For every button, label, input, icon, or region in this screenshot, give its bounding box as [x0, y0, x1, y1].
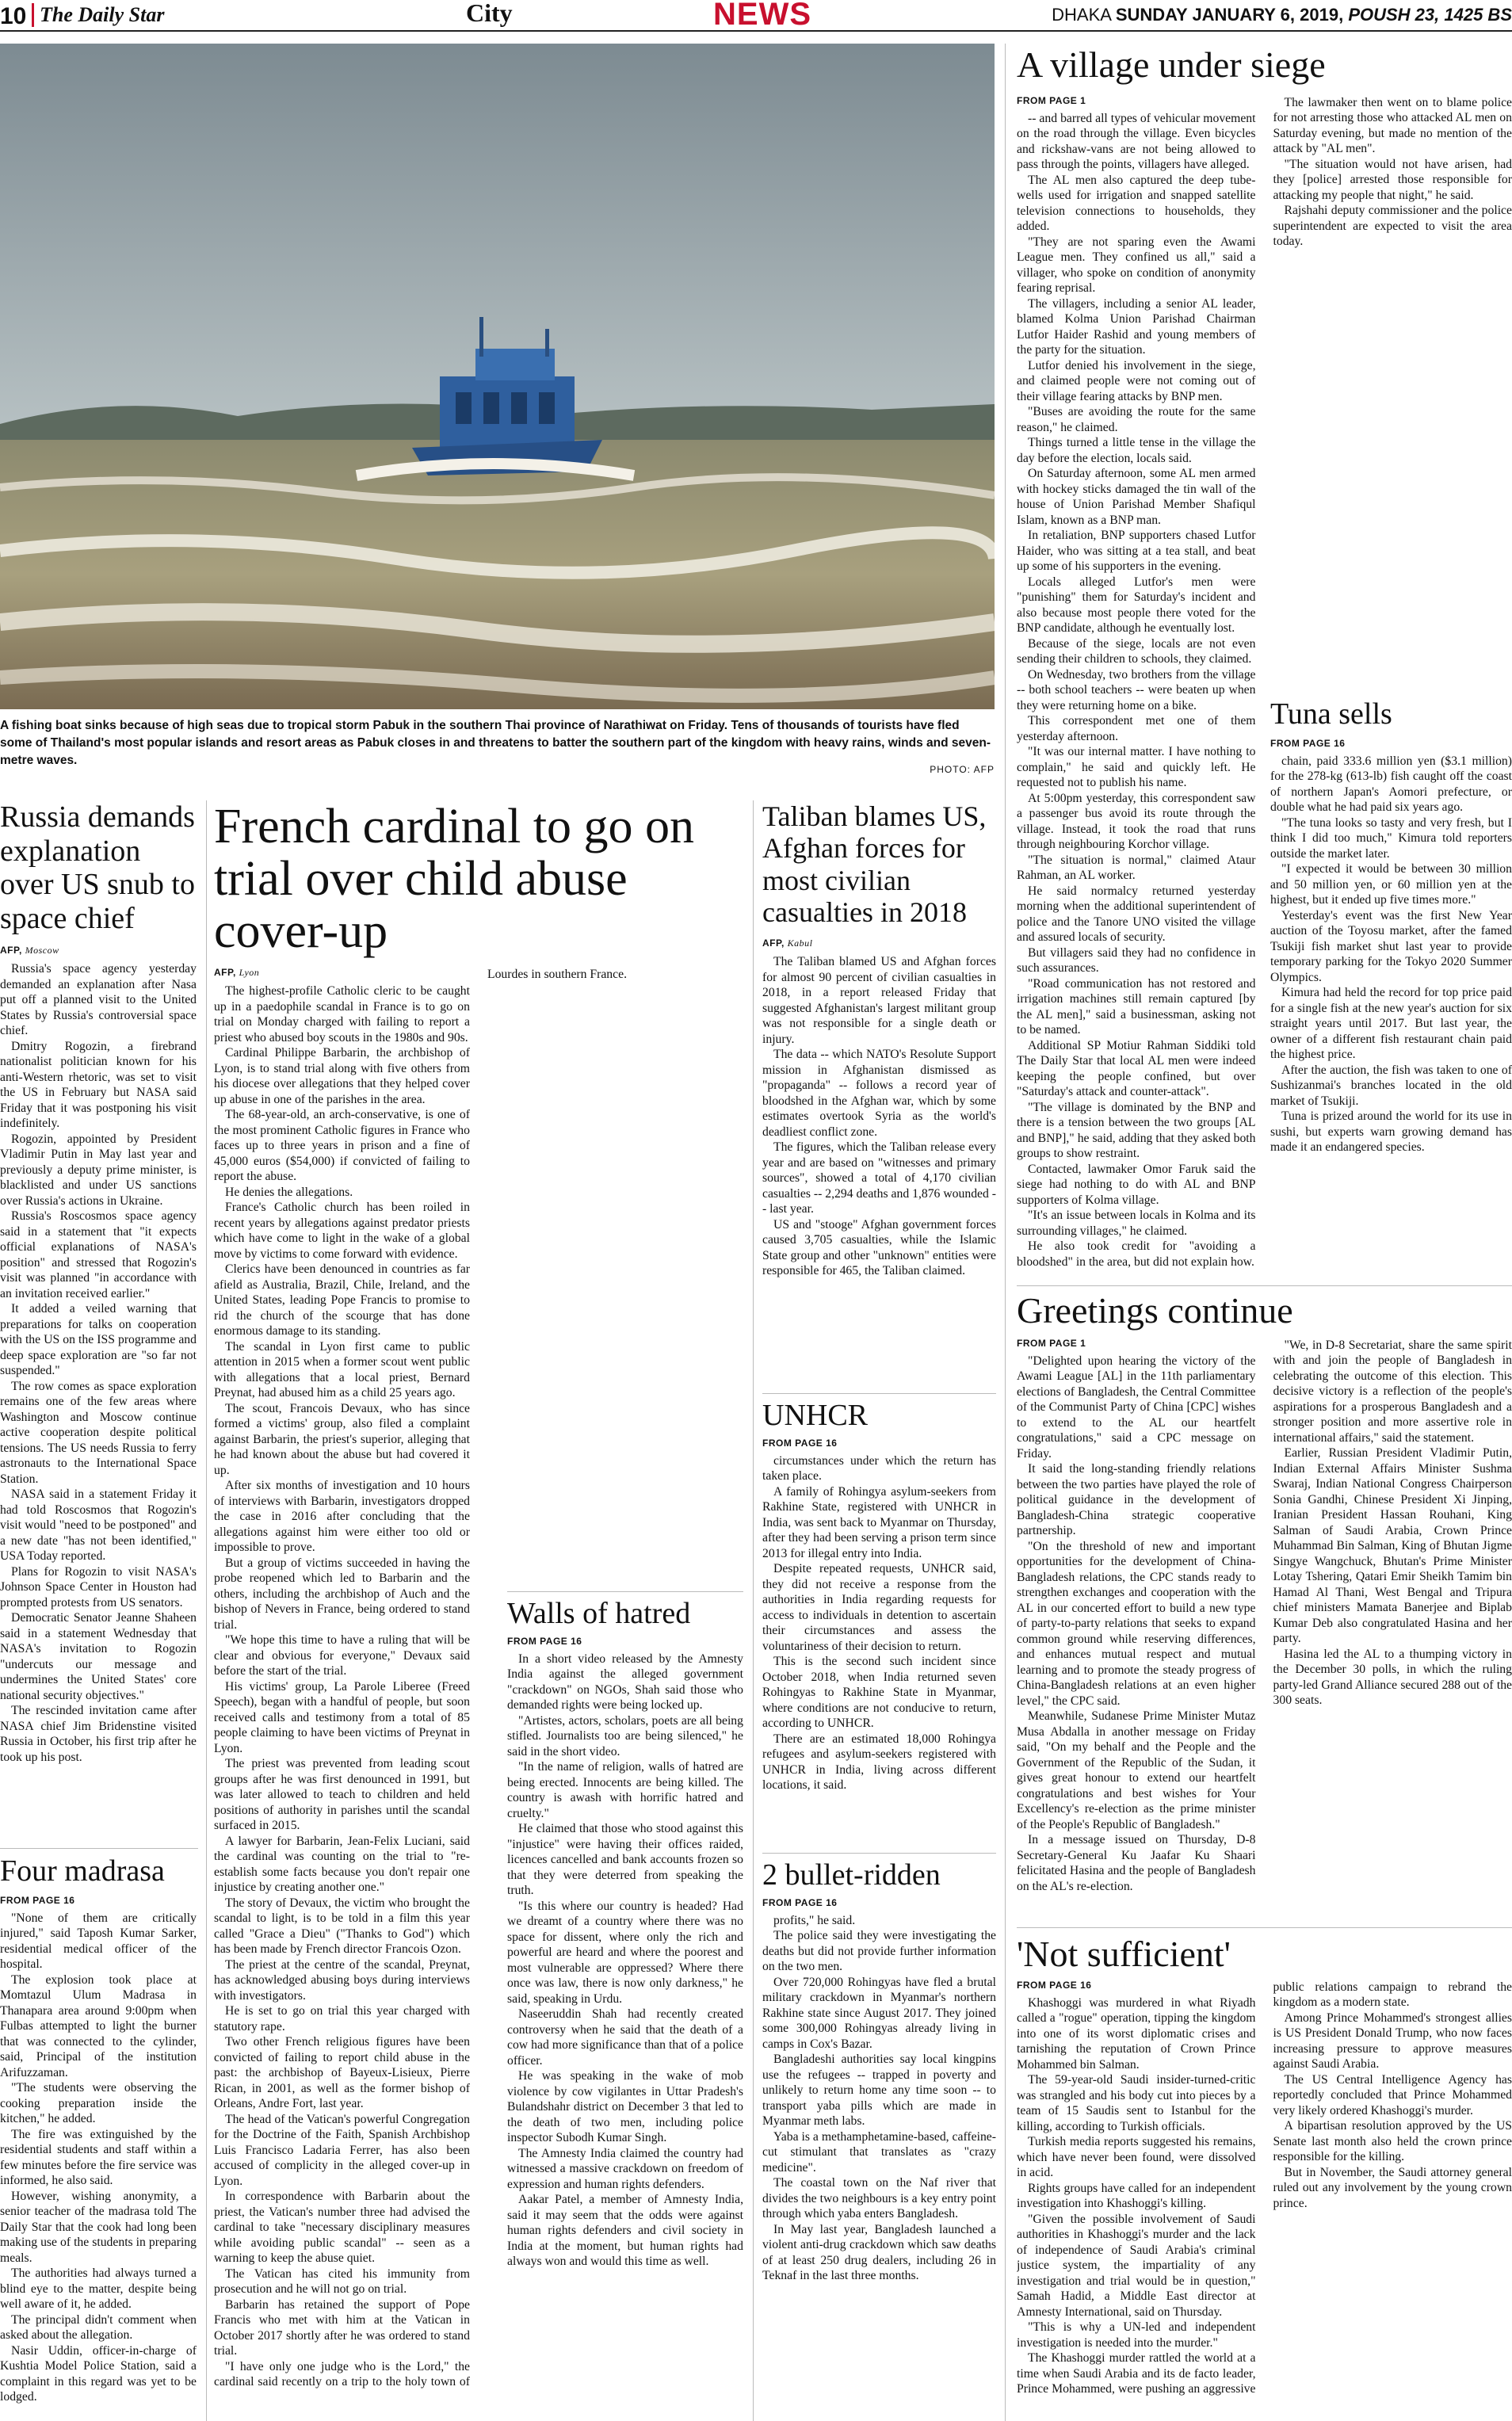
- paragraph: "In the name of religion, walls of hatred are being erected. Innocents are being killed. The country is awash with horrific hatred and cruelty.": [507, 1760, 743, 1820]
- paragraph: The lawmaker then went on to blame police for not arresting those who attacked AL men on Saturday evening, but made no mention of the attack by "AL men".: [1273, 95, 1512, 156]
- paragraph: "It was our internal matter. I have nothing to complain," he said and quickly left. He requested not to publish his name.: [1017, 745, 1256, 790]
- paragraph: "Artistes, actors, scholars, poets are all being stifled. Journalists too are being silenced," he said in the short video.: [507, 1713, 743, 1758]
- paragraph: Turkish media reports suggested his remains, which have never been found, were dissolved in acid.: [1017, 2135, 1256, 2180]
- paragraph: Because of the siege, locals are not even sending their children to schools, they claimed.: [1017, 636, 1256, 666]
- date-bangla: POUSH 23, 1425 BS: [1348, 5, 1512, 25]
- paragraph: "Buses are avoiding the route for the same reason," he claimed.: [1017, 405, 1256, 434]
- paragraph: After six months of investigation and 10 hours of interviews with Barbarin, investigators dropped the case in 2016 after concluding that the allegations against him were either too old or impossible to prove.: [214, 1479, 470, 1554]
- dateline: FROM PAGE 16: [507, 1635, 582, 1647]
- paragraphs: [0, 1911, 197, 2405]
- paragraph: The highest-profile Catholic cleric to be caught up in a paedophile scandal in France is to go on trial on Monday charged with failing to report a priest who abused boy scouts in the 1980s and 90s.: [214, 984, 470, 1044]
- paragraph: In a short video released by the Amnesty India against the alleged government "crackdown" on NGOs, Shah said those who demanded rights were being locked up.: [507, 1652, 743, 1713]
- paragraph: In correspondence with Barbarin about the priest, the Vatican's number three had advised the cardinal to take "necessary disciplinary measures while avoiding public scandal" -- seen as a warning to keep the abuse quiet.: [214, 2190, 470, 2265]
- paragraph: The Khashoggi murder rattled the world at a time when Saudi Arabia and its de facto leader, Prince Mohammed, were pushing an aggressive public relations campaign to rebrand the kingdom as a modern state.: [1017, 1980, 1512, 2396]
- paragraphs: [1270, 754, 1512, 1155]
- article-taliban: [762, 800, 996, 1387]
- article-bullet-ridden: [762, 1853, 996, 2421]
- dateline: FROM PAGE 16: [1017, 1979, 1092, 1991]
- paragraph: Hasina led the AL to a thumping victory in the December 30 polls, in which the ruling party-led Grand Alliance secured 288 out of the 300 seats.: [1273, 1647, 1512, 1708]
- dateline-agency: AFP,: [214, 967, 236, 978]
- paragraph: Locals alleged Lutfor's men were "punishing" them for Saturday's incident and also because most people there voted for the BNP candidate, although he eventually lost.: [1017, 575, 1256, 636]
- paragraph: The principal didn't comment when asked about the allegation.: [0, 2312, 197, 2343]
- paragraph: His victims' group, La Parole Liberee (Freed Speech), began with a handful of people, but soon received calls and testimony from a total of 85 people claiming to have been victims of Preynat in Lyon.: [214, 1679, 470, 1755]
- paragraph: Despite repeated requests, UNHCR said, they did not receive a response from the authorities in India regarding requests for access to individuals in detention to ascertain their circumstances and assess the voluntariness of their decision to return.: [762, 1562, 996, 1653]
- headline: Greetings continue: [1017, 1290, 1293, 1331]
- paragraph: Clerics have been denounced in countries as far afield as Australia, Brazil, Chile, Ireland, and the United States, leading Pope Francis to promise to rid the church of the scourge that has done enormous damage to its standing.: [214, 1262, 470, 1338]
- paragraph: "The situation would not have arisen, had they [police] arrested those responsible for attacking my people that night," he said.: [1273, 157, 1512, 202]
- dateline: FROM PAGE 16: [762, 1437, 838, 1449]
- paragraph: chain, paid 333.6 million yen ($3.1 million) for the 278-kg (613-lb) fish caught off the coast of northern Japan's Aomori prefecture, or double what he had paid six years ago.: [1270, 754, 1512, 815]
- dateline-place: Moscow: [25, 945, 59, 957]
- paragraph: The Vatican has cited his immunity from prosecution and he will not go on trial.: [214, 2266, 470, 2296]
- paragraph: But in November, the Saudi attorney general ruled out any involvement by the young crown prince.: [1273, 2165, 1512, 2210]
- paragraph: But villagers said they had no confidence in such assurances.: [1017, 945, 1256, 976]
- issue-date: [1052, 5, 1512, 25]
- paragraph: Russia's space agency yesterday demanded an explanation after Nasa put off a planned visit to the United States by Russia's controversial space chief.: [0, 962, 197, 1038]
- column-rule: [206, 800, 207, 2421]
- headline: 'Not sufficient': [1017, 1934, 1231, 1974]
- paragraph: Bangladeshi authorities say local kingpins use the refugees -- trapped in poverty and unlikely to return home any time soon -- to transport yaba pills which are made in Myanmar meth labs.: [762, 2053, 996, 2129]
- paragraph: profits," he said.: [773, 1913, 856, 1927]
- paragraph: It said the long-standing friendly relations between the two parties have played the role of political guidance in the development of Bangladesh-China strategic cooperative partnership.: [1017, 1462, 1256, 1538]
- paragraph: Earlier, Russian President Vladimir Putin, Indian External Affairs Minister Sushma Swaraj, Indian National Congress Chairperson Sonia Gandhi, Chinese President Xi Jinping, Iranian President Hassan Rouhani, King Salman of Saudi Arabia, Crown Prince Muhammad Bin Salman, King of Bhutan Jigme Singye Wangchuck, Bhutan's Prime Minister Lotay Tshering, Qatari Emir Sheikh Tamim bin Hamad Al Thani, West Bengal and Tripura chief ministers Mamata Banerjee and Biplab Kumar Deb also congratulated Hasina and her party.: [1273, 1446, 1512, 1646]
- dateline: [762, 937, 996, 949]
- paragraph: "This is why a UN-led and independent investigation is needed into the murder.": [1017, 2320, 1256, 2350]
- paragraph: circumstances under which the return has taken place.: [762, 1453, 996, 1484]
- paragraph: "None of them are critically injured," said Taposh Kumar Sarker, residential medical officer of the hospital.: [0, 1911, 197, 1972]
- article-four-madrasa: [0, 1854, 197, 2421]
- paragraph: -- and barred all types of vehicular movement on the road through the village. Even bicycles and rickshaw-vans are not being allowed to pass through the points, villagers have alleged.: [1017, 111, 1256, 172]
- header-divider: [32, 3, 34, 27]
- dateline-place: Lyon: [239, 967, 260, 978]
- dateline-agency: AFP,: [762, 937, 785, 949]
- paragraph: He denies the allegations.: [225, 1185, 353, 1199]
- paragraphs: [0, 961, 197, 1765]
- paragraph: Yaba is a methamphetamine-based, caffeine-cut stimulant that translates as "crazy medicine".: [762, 2129, 996, 2175]
- paragraph: "We, in D-8 Secretariat, share the same spirit with and join the people of Bangladesh in celebrating the outcome of this election. This decisive victory is a reflection of the people's aspirations for a prosperous Bangladesh and a stronger position and more assertive role in international affairs," said the statement.: [1273, 1338, 1512, 1445]
- photo-caption: A fishing boat sinks because of high seas due to tropical storm Pabuk in the southern Thai province of Narathiwat on Friday. Tens of thousands of tourists have fled some of Thailand's most popular islands and resort areas as Pabuk closes in and threatens to batter the southern part of the kingdom with heavy rains, winds and seven-metre waves.: [0, 719, 991, 767]
- paragraph: He is set to go on trial this year charged with statutory rape.: [214, 2004, 470, 2033]
- headline: Russia demands explanation over US snub to space chief: [0, 800, 195, 935]
- paragraph: The coastal town on the Naf river that divides the two neighbours is a key entry point through which yaba enters Bangladesh.: [762, 2176, 996, 2221]
- paragraph: Rights groups have called for an independent investigation into Khashoggi's killing.: [1017, 2181, 1256, 2211]
- paragraph: Rogozin, appointed by President Vladimir Putin in May last year and previously a deputy prime minister, is blacklisted and under US sanctions over Russia's actions in Ukraine.: [0, 1132, 197, 1208]
- photo-credit: PHOTO: AFP: [930, 764, 995, 775]
- paragraph: NASA said in a statement Friday it had told Roscosmos that Rogozin's visit would "need to be postponed" and a new date "has not been identified," USA Today reported.: [0, 1487, 197, 1564]
- paragraph: This correspondent met one of them yesterday afternoon.: [1017, 714, 1256, 743]
- paragraph: The fire was extinguished by the residential students and staff within a few minutes before the fire service was informed, he also said.: [0, 2127, 197, 2188]
- paragraph: On Wednesday, two brothers from the village -- both school teachers -- were beaten up when they were returning home on a bike.: [1017, 667, 1256, 712]
- section-label: NEWS: [713, 0, 811, 32]
- paragraph: The AL men also captured the deep tube-wells used for irrigation and snapped satellite television connections to households, they added.: [1017, 173, 1256, 234]
- article-russia-space-chief: [0, 800, 197, 1846]
- page-header: [0, 0, 1512, 32]
- dateline: FROM PAGE 16: [1270, 737, 1346, 749]
- paragraph: Two other French religious figures have been convicted of failing to report child abuse in the past: the archbishop of Bayeux-Lisieux, Pierre Rican, in 2001, as well as the former bishop of Orleans, Andre Fort, last year.: [214, 2035, 470, 2110]
- date-place: DHAKA: [1052, 5, 1111, 25]
- dateline-place: Kabul: [787, 937, 813, 949]
- paragraph: Among Prince Mohammed's strongest allies is US President Donald Trump, who now faces increasing pressure to approve measures against Saudi Arabia.: [1273, 2010, 1512, 2072]
- paragraph: "On the threshold of new and important opportunities for the development of China-Bangladesh relations, the CPC stands ready to strengthen exchanges and cooperation with the AL in our concerted effort to build a new type of party-to-party relations that seeks to expand common ground while reserving differences, and enhances mutual respect and mutual learning and to promote the steady progress of China-Bangladesh relations at an even higher level," the CPC said.: [1017, 1539, 1256, 1708]
- paragraph: The authorities had always turned a blind eye to the matter, despite being well aware of it, he added.: [0, 2266, 197, 2312]
- headline: Four madrasa: [0, 1854, 165, 1888]
- paragraph: "The village is dominated by the BNP and there is a tension between the two groups [AL and BNP]," he said, adding that they asked both groups to show restraint.: [1017, 1100, 1256, 1161]
- paragraph: The data -- which NATO's Resolute Support mission in Afghanistan dismissed as "propaganda" -- follows a record year of bloodshed in the Afghan war, which by some estimates overtook Syria as the world's deadliest conflict zone.: [762, 1048, 996, 1139]
- paragraph: "They are not sparing even the Awami League men. They confined us all," said a villager, who spoke on condition of anonymity fearing reprisal.: [1017, 235, 1256, 296]
- paragraph: Meanwhile, Sudanese Prime Minister Mutaz Musa Abdalla in another message on Friday said, "On my behalf and the People and the Government of the Republic of the Sudan, it gives great honour to extend our heartfelt congratulations and best wishes for Your Excellency's re-election as the prime minister of the People's Republic of Bangladesh.": [1017, 1709, 1256, 1831]
- paragraph: In retaliation, BNP supporters chased Lutfor Haider, who was sitting at a tea stall, and beat up some of his supporters in the evening.: [1017, 529, 1256, 574]
- paragraph: The villagers, including a senior AL leader, blamed Kolma Union Parishad Chairman Lutfor Haider Rashid and young members of the party for the situation.: [1017, 296, 1256, 357]
- paragraph: But a group of victims succeeded in having the probe reopened which led to Barbarin and the others, including the archbishop of Auch and the bishop of Nevers in France, being ordered to stand trial.: [214, 1556, 470, 1632]
- paragraph: The US Central Intelligence Agency has reportedly concluded that Prince Mohammed very likely ordered Khashoggi's murder.: [1273, 2072, 1512, 2117]
- paragraph: The scout, Francois Devaux, who has since formed a victims' group, also filed a complaint against Barbarin, the priest's superior, alleging that he had known about the abuse but had covered it up.: [214, 1401, 470, 1477]
- paragraph: The explosion took place at Momtazul Ulum Madrasa in Thanapara area around 9:00pm when Fulbas attempted to light the burner that was connected to the cylinder, said, Principal of the institution Arifuzzaman.: [0, 1972, 197, 2079]
- paragraphs: [762, 1913, 996, 2284]
- paragraph: The story of Devaux, the victim who brought the scandal to light, is to be told in a film this year called "Grace a Dieu" ("Thanks to God") which has been made by French director Francois Ozon.: [214, 1896, 470, 1956]
- paragraph: He claimed that those who stood against this "injustice" were having their offices raided, licences cancelled and bank accounts frozen so that they were deterred from speaking the truth.: [507, 1822, 743, 1898]
- paragraph: "Delighted upon hearing the victory of the Awami League [AL] in the 11th parliamentary elections of Bangladesh, the Central Committee of the Communist Party of China [CPC] wishes to extend to the AL our heartfelt congratulations," said a CPC message on Friday.: [1017, 1354, 1256, 1461]
- headline: French cardinal to go on trial over child abuse cover-up: [214, 800, 695, 958]
- paragraph: Russia's Roscosmos space agency said in a statement that "it expects official explanations of NASA's position" and stressed that Rogozin's visit was planned "in accordance with an invitation received earlier.": [0, 1209, 197, 1300]
- column-rule: [1005, 44, 1006, 2421]
- dateline-agency: AFP,: [0, 945, 22, 957]
- paragraphs: [1017, 1980, 1512, 2419]
- paragraph: It added a veiled warning that preparations for talks on cooperation with the US on the ISS programme and deep space exploration are "so far not suspended.": [0, 1302, 197, 1378]
- headline: Tuna sells: [1270, 697, 1392, 731]
- paragraph: In a message issued on Thursday, D-8 Secretary-General Ku Jaafar Ku Shaari felicitated Hasina and the people of Bangladesh on the AL's re-election.: [1017, 1833, 1256, 1893]
- paragraph: The police said they were investigating the deaths but did not provide further information on the two men.: [762, 1929, 996, 1974]
- dateline: [214, 967, 470, 979]
- page-number: 10: [0, 3, 27, 29]
- paragraph: Contacted, lawmaker Omor Faruk said the siege had nothing to do with AL and BNP supporters of Kolma village.: [1017, 1162, 1256, 1207]
- section-rule: [0, 1848, 198, 1849]
- paragraph: "Is this where our country is headed? Had we dreamt of a country where there was no space for dissent, where only the rich and powerful are heard and where the poorest and most vulnerable are oppressed? Where there once was law, there is now only darkness," he said, speaking in Urdu.: [507, 1899, 743, 2006]
- paragraph: The Taliban blamed US and Afghan forces for almost 90 percent of civilian casualties in 2018, in a report released Friday that suggested Afghanistan's largest militant group was not responsible for a single death or injury.: [762, 955, 996, 1046]
- paragraphs: [762, 1453, 996, 1793]
- paragraph: US and "stooge" Afghan government forces caused 3,705 casualties, while the Islamic State group and other "unknown" entities were responsible for 465, the Taliban claimed.: [762, 1217, 996, 1278]
- paragraph: "We hope this time to have a ruling that will be clear and obvious for everyone," Devaux said before the start of the trial.: [214, 1633, 470, 1678]
- section-rule: [1017, 1285, 1512, 1286]
- headline: Walls of hatred: [507, 1597, 691, 1630]
- paragraph: "The students were observing the cooking preparation inside the kitchen," he added.: [0, 2081, 197, 2126]
- paragraph: A bipartisan resolution approved by the US Senate last month also held the crown prince responsible for the killing.: [1273, 2119, 1512, 2164]
- masthead: The Daily Star: [40, 3, 165, 26]
- paragraph: The figures, which the Taliban release every year and are based on "witnesses and primary sources", showed a total of 4,170 civilian casualties -- 2,294 deaths and 1,876 wounded -- last year.: [762, 1140, 996, 1216]
- section-rule: [507, 1591, 743, 1592]
- paragraph: Over 720,000 Rohingyas have fled a brutal military crackdown in Myanmar's northern Rakhine state since August 2017. They joined some 300,000 Rohingyas already living in camps in Cox's Bazar.: [762, 1975, 996, 2051]
- article-tuna-sells: [1270, 697, 1512, 1300]
- paragraph: Nasir Uddin, officer-in-charge of Kushtia Model Police Station, said a complaint in this regard was yet to be lodged.: [0, 2343, 197, 2404]
- paragraph: In May last year, Bangladesh launched a violent anti-drug crackdown which saw deaths of at least 250 drug dealers, including 26 in Teknaf in the last three months.: [762, 2222, 996, 2283]
- paragraphs: [762, 954, 996, 1279]
- paragraph: "The situation is normal," claimed Ataur Rahman, an AL worker.: [1017, 853, 1256, 883]
- paragraph: He also took credit for "avoiding a bloodshed" in the area, but did not explain how.: [1017, 1239, 1256, 1269]
- paragraph: "I expected it would be between 30 million and 50 million yen, or 60 million yen at the highest, but it ended up five times more.": [1270, 862, 1512, 907]
- paragraph: Additional SP Motiur Rahman Siddiki told The Daily Star that local AL men were indeed keeping the people confined, but over "Saturday's attack and counter-attack".: [1017, 1038, 1256, 1099]
- paragraph: He was speaking in the wake of mob violence by cow vigilantes in Uttar Pradesh's Bulandshahr district on December 3 that led to the death of two men, including police inspector Subodh Kumar Singh.: [507, 2069, 743, 2145]
- paragraph: Plans for Rogozin to visit NASA's Johnson Space Center in Houston had prompted protests from US senators.: [0, 1564, 197, 1610]
- headline: UNHCR: [762, 1399, 869, 1432]
- paragraph: Naseeruddin Shah had recently created controversy when he said that the death of a cow had more significance than that of a police officer.: [507, 2007, 743, 2068]
- paragraph: Yesterday's event was the first New Year auction of the Toyosu market, after the famed Tsukiji fish market shut last year to provide temporary parking for the Tokyo 2020 Summer Olympics.: [1270, 908, 1512, 984]
- paragraph: "Road communication has not restored and irrigation machines still remain captured [by the AL men]," said a businessman, asking not to be named.: [1017, 976, 1256, 1037]
- dateline: FROM PAGE 1: [1017, 1337, 1086, 1349]
- dateline: FROM PAGE 16: [762, 1896, 838, 1908]
- paragraph: The row comes as space exploration remains one of the few areas where Washington and Moscow continue active cooperation despite political tensions. The US needs Russia to ferry astronauts to the International Space Station.: [0, 1379, 197, 1486]
- headline: 2 bullet-ridden: [762, 1858, 941, 1892]
- paragraph: The 68-year-old, an arch-conservative, is one of the most prominent Catholic figures in France who faces up to three years in prison and a fine of 45,000 euros ($54,000) if convicted of failing to report the abuse.: [214, 1108, 470, 1183]
- paragraph: A family of Rohingya asylum-seekers from Rakhine State, registered with UNHCR in India, was sent back to Myanmar on Thursday, after they had been serving a prison term since 2013 for illegal entry into India.: [762, 1484, 996, 1560]
- article-body: [1017, 1338, 1512, 1916]
- paragraph: A lawyer for Barbarin, Jean-Felix Luciani, said the cardinal was counting on the trial to "re-establish some facts because you don't repair one injustice by creating another one.": [214, 1834, 470, 1894]
- paragraph: The rescinded invitation came after NASA chief Jim Bridenstine visited Russia in October, his first trip after he took up his post.: [0, 1704, 197, 1764]
- dateline: FROM PAGE 1: [1017, 94, 1086, 106]
- paragraph: Khashoggi was murdered in what Riyadh called a "rogue" operation, tipping the kingdom into one of its worst diplomatic crises and tarnishing the reputation of Crown Prince Mohammed bin Salman.: [1017, 1995, 1256, 2072]
- paragraph: "The tuna looks so tasty and very fresh, but I think I did too much," Kimura told reporters outside the market later.: [1270, 815, 1512, 861]
- section-rule: [1017, 1927, 1512, 1928]
- paragraph: He said normalcy returned yesterday morning when the additional superintendent of police and the Tanore UNO visited the village and assured locals of security.: [1017, 884, 1256, 945]
- paragraph: "I have only one judge who is the Lord," the cardinal said recently on a trip to the holy town of Lourdes in southern France.: [214, 968, 628, 2389]
- paragraph: France's Catholic church has been roiled in recent years by allegations against predator priests which have come to light in the wake of a global move by victims to come forward with evidence.: [214, 1201, 470, 1261]
- paragraph: Cardinal Philippe Barbarin, the archbishop of Lyon, is to stand trial along with five others from his diocese over allegations that they helped cover up abuse in one of the parishes in the area.: [214, 1046, 470, 1106]
- paragraph: Rajshahi deputy commissioner and the police superintendent are expected to visit the area today.: [1273, 204, 1512, 249]
- paragraph: This is the second such incident since October 2018, when India returned seven Rohingyas to Rakhine State in Myanmar, where conditions are not conducive to return, according to UNHCR.: [762, 1655, 996, 1731]
- section-title: City: [466, 0, 513, 27]
- article-body: [1017, 1980, 1512, 2419]
- paragraph: There are an estimated 18,000 Rohingya refugees and asylum-seekers registered with UNHCR in India, living across different locations, it said.: [762, 1732, 996, 1793]
- paragraph: Lutfor denied his involvement in the siege, and claimed people were not coming out of their village fearing attacks by BNP men.: [1017, 358, 1256, 403]
- paragraph: Things turned a little tense in the village the day before the election, locals said.: [1017, 436, 1256, 465]
- paragraphs: [1017, 1338, 1512, 1916]
- paragraph: Kimura had held the record for top price paid for a single fish at the new year's auction for six straight years until 2017. But last year, the owner of a different fish restaurant chain paid the highest price.: [1270, 986, 1512, 1062]
- paragraph: The scandal in Lyon first came to public attention in 2015 when a former scout went public with allegations that a local priest, Bernard Preynat, had abused him as a child 25 years ago.: [214, 1339, 470, 1400]
- article-not-sufficient: [1017, 1934, 1512, 2421]
- paragraph: "Given the possible involvement of Saudi authorities in Khashoggi's murder and the lack of independence of Saudi Arabia's criminal justice system, the impartiality of any investigation and trial would be in question," Samah Hadid, a Middle East director at Amnesty International, said on Thursday.: [1017, 2212, 1256, 2319]
- paragraph: At 5:00pm yesterday, this correspondent saw a passenger bus avoid its route through the village. Instead, it took the road that runs through neighbouring Korchor village.: [1017, 791, 1256, 852]
- paragraph: On Saturday afternoon, some AL men armed with hockey sticks damaged the tin wall of the house of Union Parishad Member Shafiqul Islam, known as a BNP man.: [1017, 467, 1256, 527]
- paragraph: Tuna is prized around the world for its use in sushi, but experts warn growing demand has made it an endangered species.: [1270, 1109, 1512, 1155]
- paragraph: Aakar Patel, a member of Amnesty India, said it may seem that the odds were against human rights defenders and civil society in India at the moment, but human rights had always won and would this time as well.: [507, 2193, 743, 2269]
- date-main: SUNDAY JANUARY 6, 2019,: [1115, 5, 1344, 25]
- paragraph: "It's an issue between locals in Kolma and its surrounding villages," he claimed.: [1017, 1209, 1256, 1238]
- paragraph: The 59-year-old Saudi insider-turned-critic was strangled and his body cut into pieces by a team of 15 Saudis sent to Istanbul for the killing, according to Turkish officials.: [1017, 2073, 1256, 2133]
- section-rule: [762, 1853, 996, 1854]
- paragraph: After the auction, the fish was taken to one of Sushizanmai's branches located in the old market of Tsukiji.: [1270, 1063, 1512, 1108]
- paragraph: The priest at the centre of the scandal, Preynat, has acknowledged abusing boys during interviews with investigators.: [214, 1957, 470, 2003]
- paragraph: Democratic Senator Jeanne Shaheen said in a statement Wednesday that NASA's invitation to Rogozin "undercuts our message and undermines the United States' core national security objectives.": [0, 1611, 197, 1702]
- dateline: FROM PAGE 16: [0, 1894, 75, 1906]
- article-walls-of-hatred: [507, 1591, 743, 2421]
- paragraph: The Amnesty India claimed the country had witnessed a massive crackdown on freedom of expression and human rights defenders.: [507, 2146, 743, 2191]
- paragraph: Barbarin has retained the support of Pope Francis who met with him at the Vatican in October 2017 shortly after he was ordered to stand trial.: [214, 2297, 470, 2358]
- article-greetings-continue: [1017, 1290, 1512, 1924]
- section-rule: [762, 1393, 996, 1394]
- paragraphs: [507, 1652, 743, 2270]
- paragraph: Dmitry Rogozin, a firebrand nationalist politician known for his anti-Western rhetoric, was set to visit the US in February but NASA said Friday that it was postponing his visit indefinitely.: [0, 1039, 197, 1131]
- headline: A village under siege: [1017, 44, 1326, 85]
- paragraph: However, wishing anonymity, a senior teacher of the madrasa told The Daily Star that the cook had long been making use of the students in preparing meals.: [0, 2189, 197, 2265]
- boat-photo-illustration: [0, 44, 995, 709]
- article-unhcr: [762, 1393, 996, 1869]
- column-rule: [753, 800, 754, 2421]
- news-photo: [0, 44, 995, 709]
- paragraph: The priest was prevented from leading scout groups after he was first denounced in 1991, but was later allowed to teach to children and held positions of authority in parishes until the scandal surfaced in 2015.: [214, 1757, 470, 1832]
- dateline: [0, 945, 197, 957]
- paragraph: The head of the Vatican's powerful Congregation for the Doctrine of the Faith, Spanish Archbishop Luis Francisco Ladaria Ferrer, has also been accused of complicity in the alleged cover-up in Lyon.: [214, 2112, 470, 2188]
- headline: Taliban blames US, Afghan forces for most civilian casualties in 2018: [762, 800, 987, 928]
